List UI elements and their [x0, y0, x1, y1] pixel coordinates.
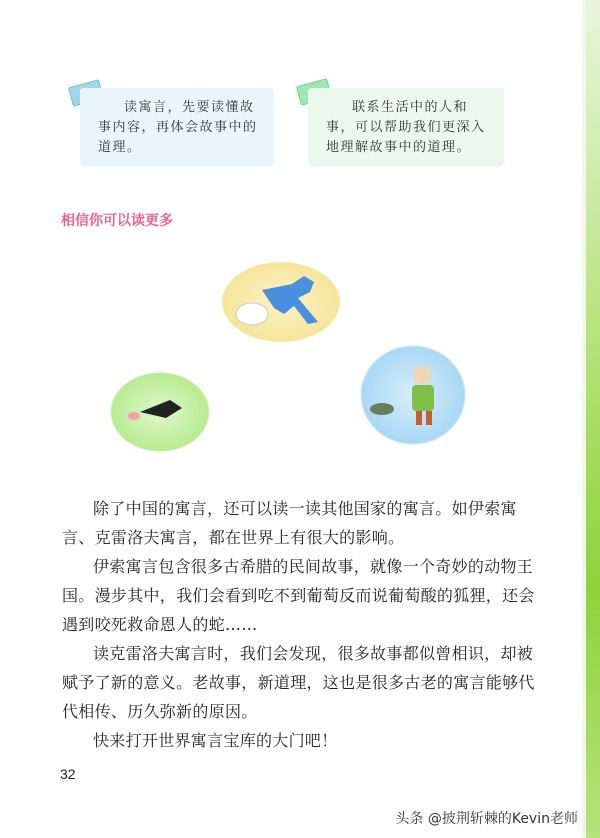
page-number: 32 [60, 766, 76, 782]
body-line: 赋予了新的意义。老故事，新道理，这也是很多古老的寓言能够代 [62, 673, 535, 692]
illustration-wolf-lamb [222, 262, 340, 342]
section-heading: 相信你可以读更多 [61, 213, 173, 229]
watermark: 头条 @披荆斩棘的Kevin老师 [395, 811, 578, 827]
body-line: 言、克雷洛夫寓言，都在世界上有很大的影响。 [62, 528, 405, 547]
tip-text: 读寓言，先要读懂故事内容，再体会故事中的道理。 [98, 100, 258, 155]
farmer-image [360, 345, 466, 445]
body-line: 国。漫步其中，我们会看到吃不到葡萄反而说葡萄酸的狐狸，还会 [62, 586, 535, 605]
body-line: 伊索寓言包含很多古希腊的民间故事，就像一个奇妙的动物王 [93, 557, 534, 576]
wolf-lamb-image [222, 262, 340, 342]
body-line: 读克雷洛夫寓言时，我们会发现，很多故事都似曾相识，却被 [93, 644, 534, 663]
crow-image [110, 372, 210, 452]
illustration-farmer-turtle [360, 345, 466, 445]
tip-note-1 [80, 88, 274, 166]
body-line: 遇到咬死救命恩人的蛇…… [62, 615, 258, 634]
body-line: 代相传、历久弥新的原因。 [62, 702, 258, 721]
body-line: 快来打开世界寓言宝库的大门吧！ [93, 731, 338, 750]
green-page-strip [586, 0, 600, 838]
illustration-crow [110, 372, 210, 452]
tip-text: 联系生活中的人和事，可以帮助我们更深入地理解故事中的道理。 [326, 100, 486, 155]
body-text [62, 494, 562, 755]
body-line: 除了中国的寓言，还可以读一读其他国家的寓言。如伊索寓 [93, 499, 517, 518]
tip-note-2 [308, 88, 504, 166]
